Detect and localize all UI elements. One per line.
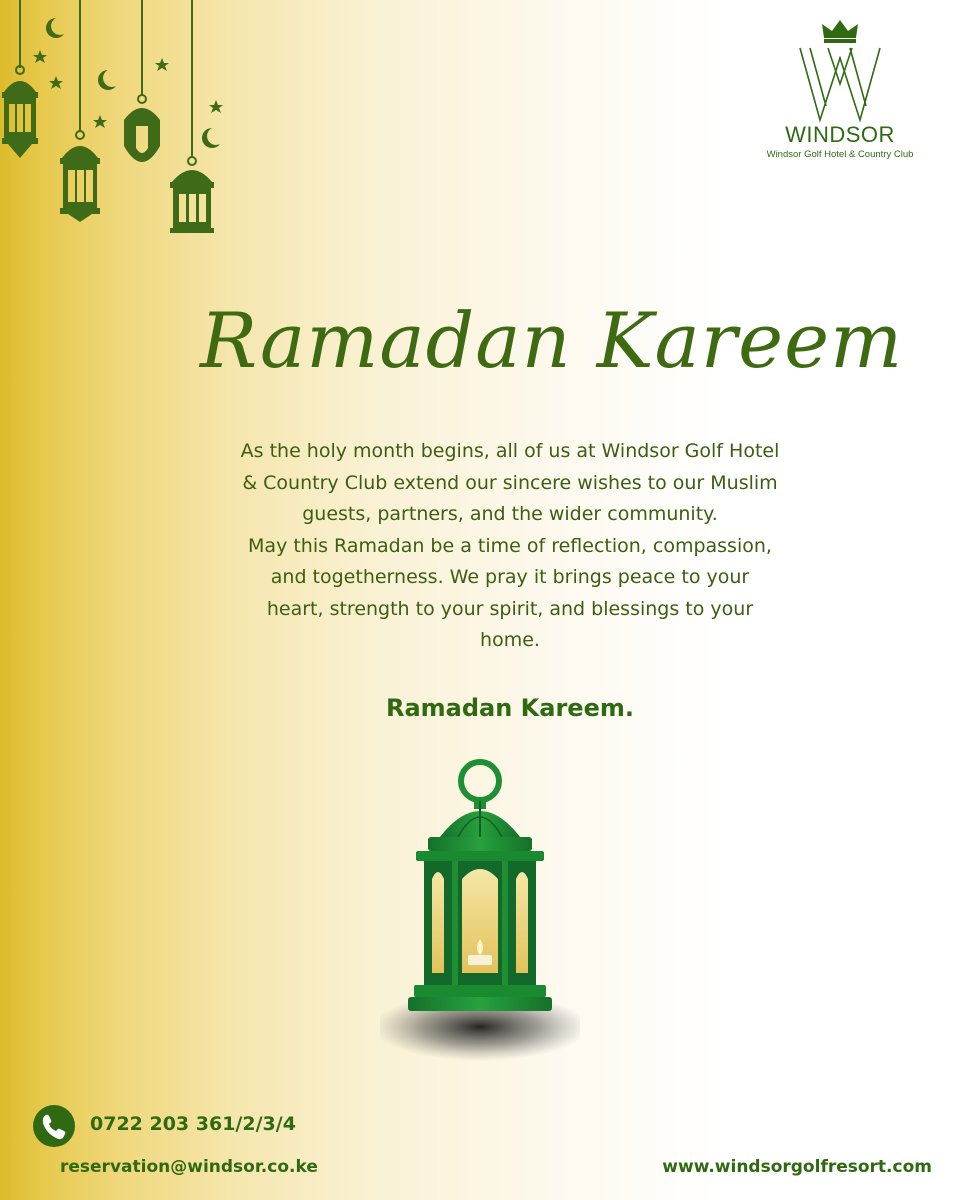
brand-name: WINDSOR xyxy=(785,122,895,147)
brand-tagline: Windsor Golf Hotel & Country Club xyxy=(766,149,914,160)
phone-number[interactable]: 0722 203 361/2/3/4 xyxy=(90,1113,296,1135)
phone-icon xyxy=(32,1104,76,1148)
greeting-title: Ramadan Kareem xyxy=(200,296,904,385)
lantern-icon xyxy=(124,95,160,162)
star-icon xyxy=(93,115,107,128)
crescent-moon-icon xyxy=(46,18,64,38)
star-icon xyxy=(49,76,63,89)
logo-w-mark-icon xyxy=(798,44,882,124)
crescent-moon-icon xyxy=(202,128,220,148)
star-icon xyxy=(155,58,169,71)
star-icon xyxy=(209,100,223,113)
message-paragraph: May this Ramadan be a time of reflection, compassion, and togetherness. We pray it brings peace to your heart, strength to your spirit, and blessings to your home. xyxy=(248,534,772,651)
greeting-message xyxy=(240,436,780,657)
crescent-moon-icon xyxy=(98,70,116,90)
lantern-icon xyxy=(170,157,214,233)
windsor-logo xyxy=(760,18,920,158)
star-icon xyxy=(33,50,47,63)
hanging-lanterns-decoration xyxy=(0,0,240,240)
website-link[interactable]: www.windsorgolfresort.com xyxy=(662,1157,932,1177)
lantern-icon xyxy=(60,131,100,222)
lantern-icon xyxy=(2,66,38,158)
crown-icon xyxy=(820,18,860,44)
email-link[interactable]: reservation@windsor.co.ke xyxy=(60,1157,318,1177)
greeting-closing: Ramadan Kareem. xyxy=(385,694,634,722)
lantern-icon xyxy=(380,755,580,1065)
message-paragraph: As the holy month begins, all of us at Windsor Golf Hotel & Country Club extend our sincere wishes to our Muslim guests, partners, and the wider community. xyxy=(240,440,780,525)
